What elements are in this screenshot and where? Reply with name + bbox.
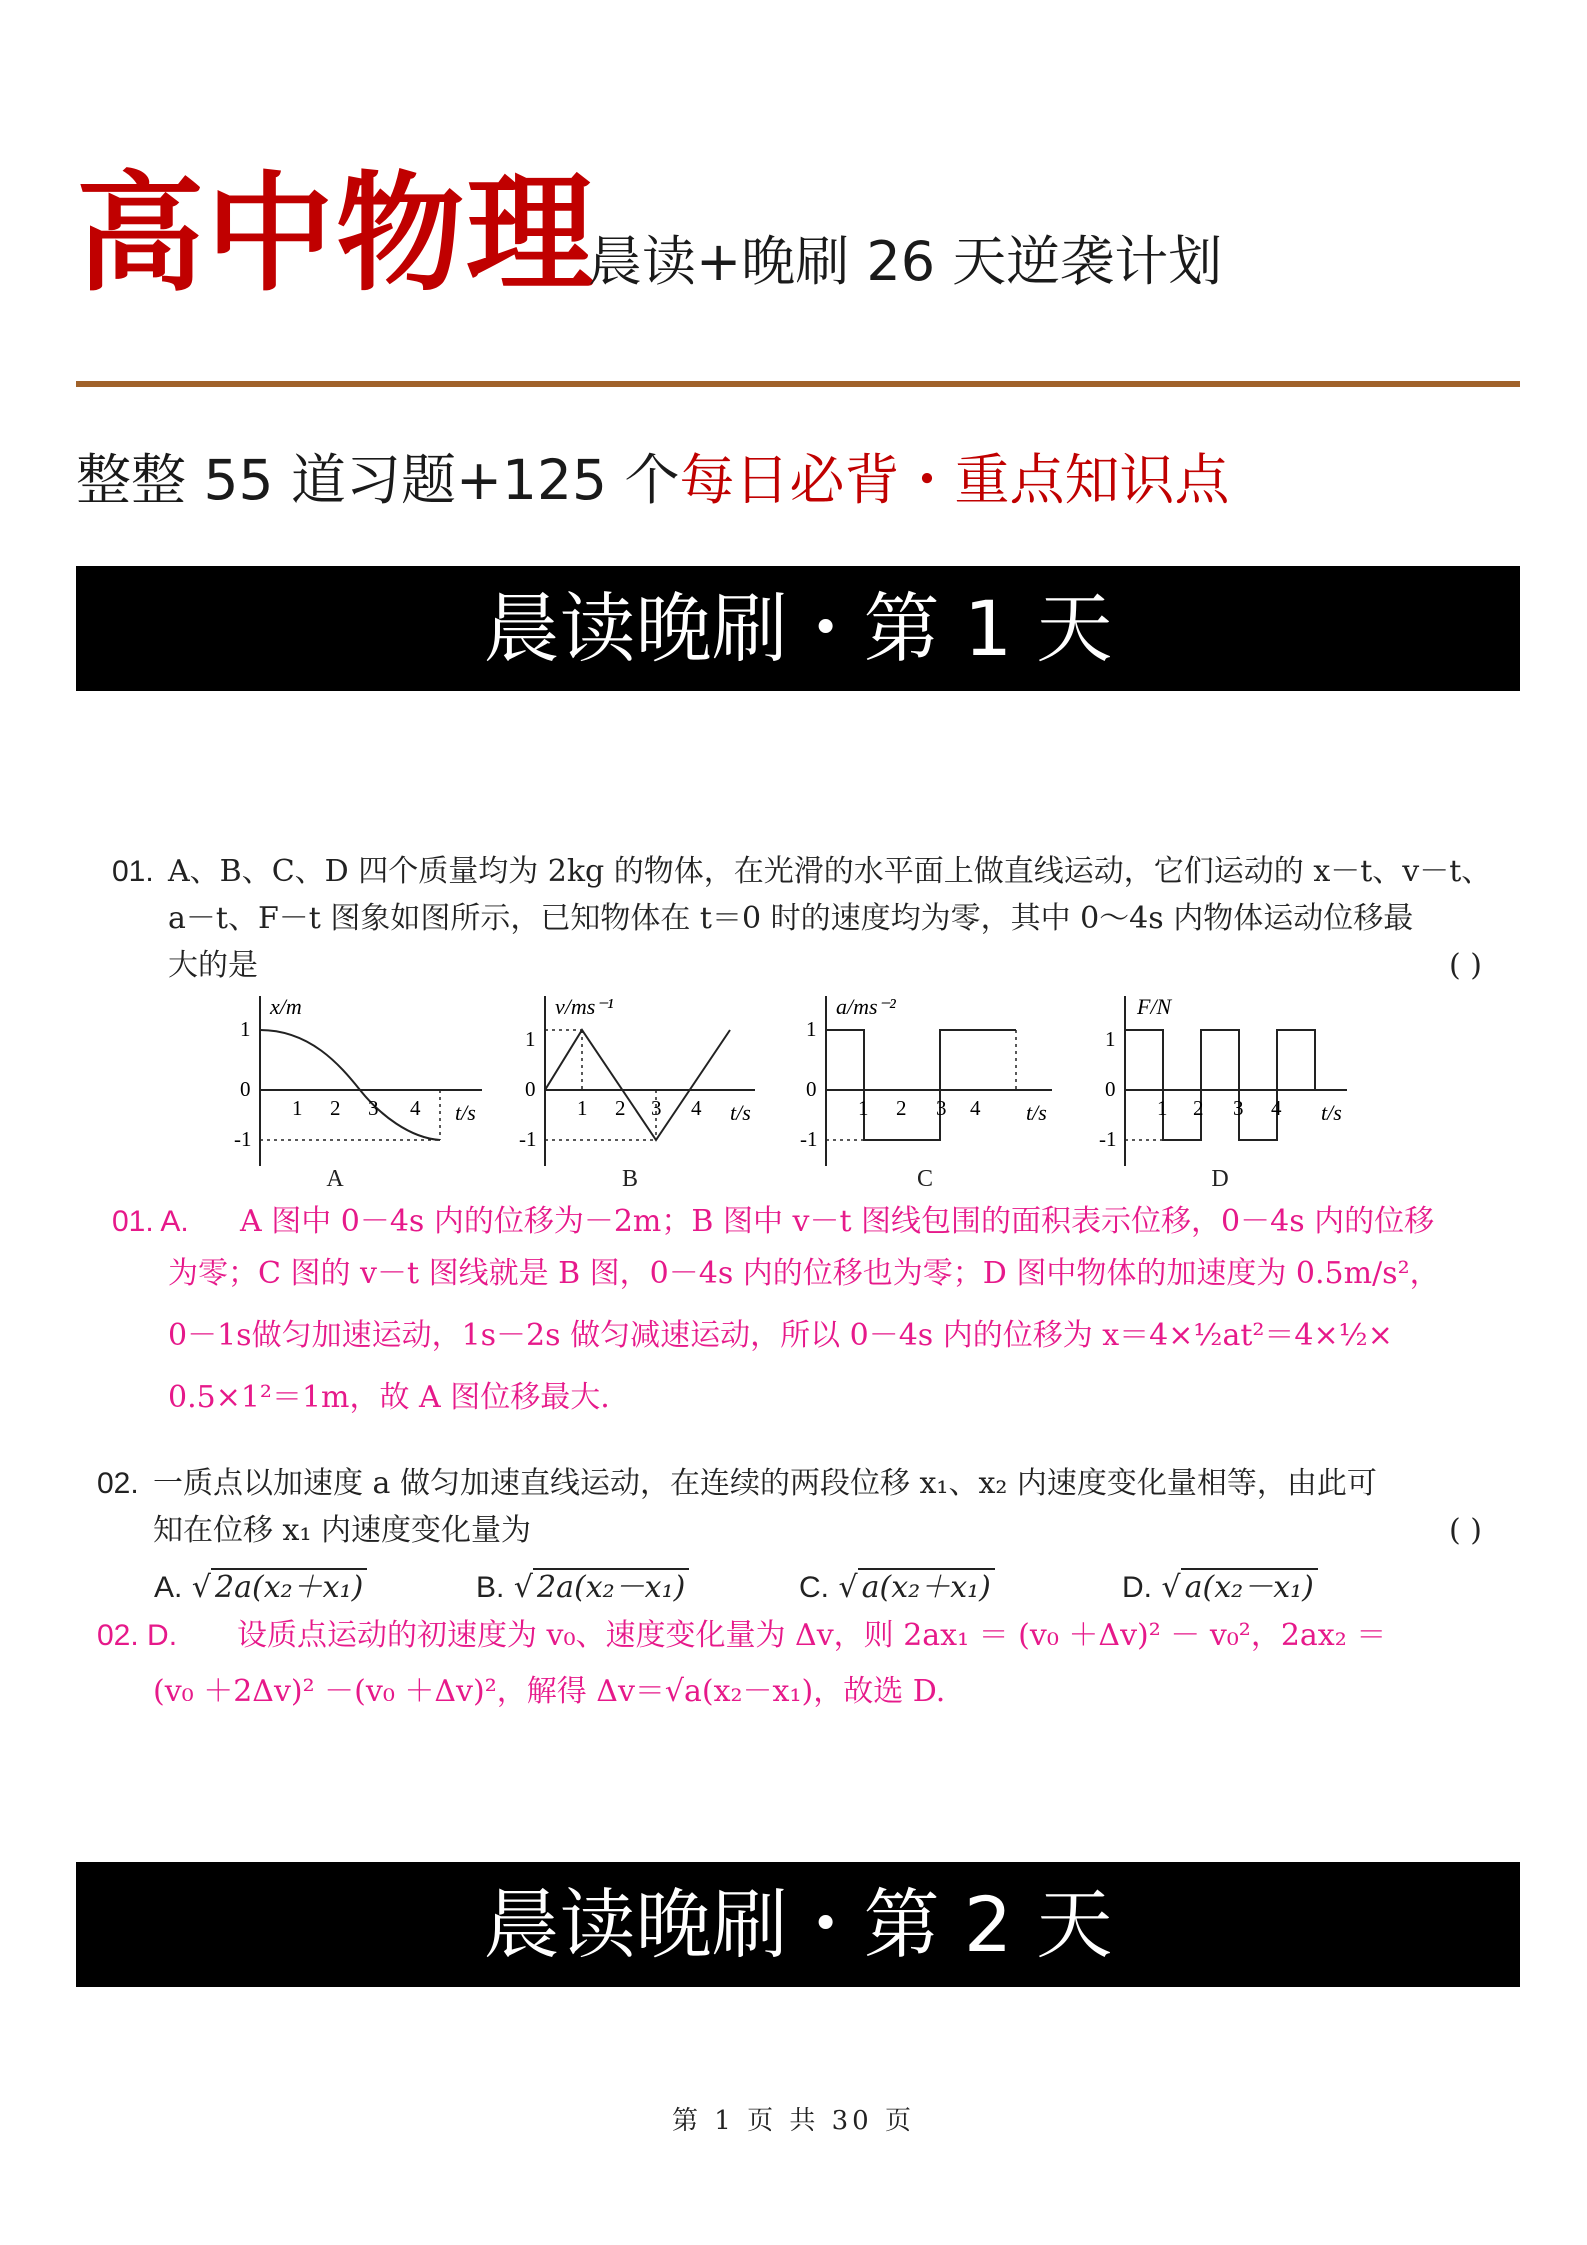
tick-y: -1 [1099, 1127, 1117, 1151]
tick-x: 3 [368, 1096, 379, 1120]
graph-b-plot [495, 990, 765, 1170]
tick-x: 4 [970, 1096, 981, 1120]
sqrt-icon: √ [513, 1570, 534, 1605]
option-d[interactable] [1122, 1562, 1318, 1606]
day-2-banner: 晨读晚刷・第 2 天 [76, 1862, 1520, 1987]
sqrt-icon: √ [1161, 1570, 1181, 1605]
question-line: 一质点以加速度 a 做匀加速直线运动，在连续的两段位移 x₁、x₂ 内速度变化量相等，由此可 [153, 1466, 1377, 1501]
question-line: 大的是 [168, 948, 258, 983]
option-key: D. [1122, 1571, 1152, 1604]
option-key: A. [154, 1571, 183, 1604]
page-footer: 第 1 页 共 30 页 [672, 2106, 915, 2136]
y-label: F/N [1137, 994, 1172, 1019]
graph-caption: A [326, 1166, 344, 1192]
graph-a [200, 990, 476, 1192]
graph-caption: D [1211, 1166, 1229, 1192]
tick-y: 1 [525, 1027, 536, 1051]
tick-x: 1 [292, 1096, 303, 1120]
force-line [1125, 1030, 1315, 1140]
tick-y: 1 [806, 1017, 817, 1041]
option-key: B. [476, 1571, 505, 1604]
answer-line: (v₀ ＋2Δv)² －(v₀ ＋Δv)²，解得 Δv＝√a(x₂－x₁)，故选 D. [153, 1674, 946, 1709]
tick-y: 1 [1105, 1027, 1116, 1051]
option-expr: a(x₂＋x₁) [858, 1568, 995, 1605]
option-expr: a(x₂－x₁) [1181, 1568, 1318, 1605]
option-key: C. [799, 1571, 829, 1604]
option-expr: 2a(x₂－x₁) [533, 1568, 689, 1605]
answer-number: 02. D. [97, 1619, 178, 1652]
question-02 [97, 1460, 1482, 1560]
tick-x: 3 [1233, 1096, 1244, 1120]
answer-01 [112, 1198, 1482, 1428]
question-line: 知在位移 x₁ 内速度变化量为 [153, 1513, 532, 1548]
option-row [154, 1562, 1474, 1612]
option-b[interactable] [476, 1562, 689, 1606]
graph-d [1085, 990, 1355, 1190]
accel-line [826, 1030, 1016, 1140]
x-label: t/s [730, 1100, 751, 1125]
graph-row [200, 990, 1400, 1190]
graph-c [790, 990, 1060, 1190]
option-expr: 2a(x₂＋x₁) [211, 1568, 367, 1605]
answer-bracket: ( ) [1449, 948, 1482, 983]
tick-x: 4 [1271, 1096, 1282, 1120]
tick-x: 4 [691, 1096, 702, 1120]
title-row [76, 160, 1516, 310]
graph-caption: B [621, 1166, 638, 1192]
option-c[interactable] [799, 1562, 995, 1606]
velocity-line [545, 1030, 730, 1140]
option-a[interactable] [154, 1562, 367, 1606]
tick-x: 3 [936, 1096, 947, 1120]
x-label: t/s [1026, 1100, 1047, 1125]
y-label: x/m [270, 994, 302, 1019]
tick-x: 2 [615, 1096, 626, 1120]
x-label: t/s [1321, 1100, 1342, 1125]
answer-line: 为零；C 图的 v－t 图线就是 B 图，0－4s 内的位移也为零；D 图中物体的加速度为 0.5m/s²， [168, 1256, 1440, 1291]
page-subtitle: 晨读+晚刷 26 天逆袭计划 [588, 230, 1223, 293]
curve [260, 1030, 440, 1140]
tick-x: 2 [896, 1096, 907, 1120]
tick-y: 0 [240, 1077, 251, 1101]
tick-y: 0 [1105, 1077, 1116, 1101]
graph-a-plot [200, 990, 476, 1170]
sqrt-icon: √ [838, 1570, 858, 1605]
intro-line [76, 440, 1230, 520]
tick-y: 0 [525, 1077, 536, 1101]
answer-line: A 图中 0－4s 内的位移为－2m；B 图中 v－t 图线包围的面积表示位移，0－4s 内的位移 [240, 1204, 1435, 1239]
page-title: 高中物理 [76, 160, 597, 309]
tick-y: 1 [240, 1017, 251, 1041]
intro-red: 每日必背・重点知识点 [679, 448, 1230, 512]
tick-x: 4 [410, 1096, 421, 1120]
question-01 [112, 848, 1492, 993]
question-number: 02. [97, 1467, 139, 1500]
intro-black: 整整 55 道习题+125 个 [76, 448, 680, 512]
graph-d-plot [1085, 990, 1355, 1170]
tick-x: 2 [330, 1096, 341, 1120]
tick-x: 1 [1157, 1096, 1168, 1120]
x-label: t/s [455, 1100, 476, 1125]
graph-b [495, 990, 765, 1190]
answer-line: 0.5×1²＝1m，故 A 图位移最大. [168, 1380, 610, 1415]
answer-number: 01. A. [112, 1205, 189, 1238]
header-divider [76, 381, 1520, 387]
tick-x: 1 [858, 1096, 869, 1120]
question-number: 01. [112, 855, 154, 888]
tick-x: 1 [577, 1096, 588, 1120]
y-label: a/ms⁻² [836, 994, 896, 1019]
day-1-banner: 晨读晚刷・第 1 天 [76, 566, 1520, 691]
tick-y: 0 [806, 1077, 817, 1101]
answer-02 [97, 1612, 1482, 1722]
tick-y: -1 [800, 1127, 818, 1151]
answer-bracket: ( ) [1449, 1513, 1482, 1548]
question-line: A、B、C、D 四个质量均为 2kg 的物体，在光滑的水平面上做直线运动，它们运动的 x－t、v－t、 [168, 854, 1492, 889]
graph-caption: C [916, 1166, 933, 1192]
graph-c-plot [790, 990, 1060, 1170]
tick-y: -1 [519, 1127, 537, 1151]
sqrt-icon: √ [191, 1570, 212, 1605]
answer-line: 设质点运动的初速度为 v₀、速度变化量为 Δv，则 2ax₁ ＝ (v₀ ＋Δv)² － v₀²，2ax₂ ＝ [237, 1618, 1387, 1653]
answer-line: 0－1s做匀加速运动，1s－2s 做匀减速运动，所以 0－4s 内的位移为 x＝4×½at²＝4×½× [168, 1318, 1393, 1353]
question-line: a－t、F－t 图象如图所示，已知物体在 t＝0 时的速度均为零，其中 0～4s 内物体运动位移最 [168, 901, 1414, 936]
y-label: v/ms⁻¹ [555, 994, 614, 1019]
tick-x: 3 [651, 1096, 662, 1120]
tick-y: -1 [234, 1127, 252, 1151]
tick-x: 2 [1193, 1096, 1204, 1120]
